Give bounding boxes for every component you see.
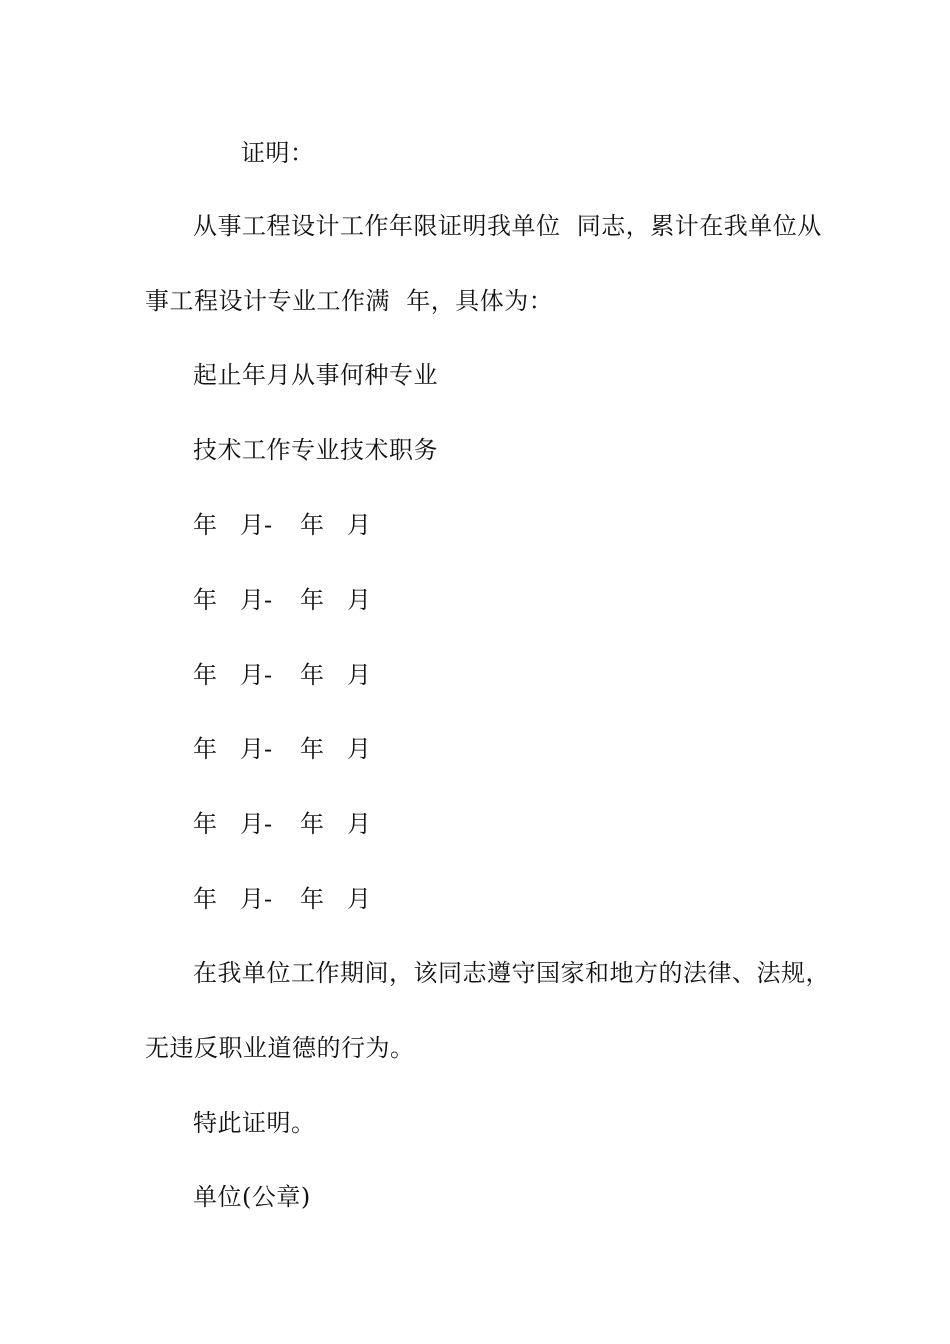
start-month-label: 月-: [240, 586, 273, 614]
end-month-label: 月: [347, 735, 371, 763]
start-year-label: 年: [193, 586, 217, 614]
end-year-label: 年: [300, 810, 324, 838]
end-month-label: 月: [347, 885, 371, 913]
end-month-label: 月: [347, 661, 371, 689]
end-year-label: 年: [300, 511, 324, 539]
paragraph-1-line-2: 事工程设计专业工作满 年，具体为：: [145, 287, 554, 315]
start-year-label: 年: [193, 511, 217, 539]
date-range-row: [0, 734, 950, 764]
start-year-label: 年: [193, 885, 217, 913]
table-header-line-1: 起止年月从事何种专业: [193, 361, 438, 389]
end-month-label: 月: [347, 810, 371, 838]
start-year-label: 年: [193, 735, 217, 763]
unit-seal-label: 单位(公章): [193, 1183, 311, 1211]
end-month-label: 月: [347, 511, 371, 539]
end-year-label: 年: [300, 586, 324, 614]
closing-statement: 特此证明。: [193, 1109, 316, 1137]
date-range-row: [0, 510, 950, 540]
start-year-label: 年: [193, 661, 217, 689]
date-range-row: [0, 660, 950, 690]
date-range-row: [0, 809, 950, 839]
document-title: 证明：: [241, 139, 315, 167]
date-range-row: [0, 884, 950, 914]
start-month-label: 月-: [240, 511, 273, 539]
start-year-label: 年: [193, 810, 217, 838]
end-year-label: 年: [300, 661, 324, 689]
end-year-label: 年: [300, 735, 324, 763]
start-month-label: 月-: [240, 885, 273, 913]
paragraph-1-line-1: 从事工程设计工作年限证明我单位 同志，累计在我单位从: [193, 212, 822, 240]
start-month-label: 月-: [240, 661, 273, 689]
date-range-row: [0, 585, 950, 615]
end-year-label: 年: [300, 885, 324, 913]
paragraph-2-line-1: 在我单位工作期间，该同志遵守国家和地方的法律、法规，: [193, 959, 830, 987]
start-month-label: 月-: [240, 810, 273, 838]
table-header-line-2: 技术工作专业技术职务: [193, 436, 438, 464]
end-month-label: 月: [347, 586, 371, 614]
start-month-label: 月-: [240, 735, 273, 763]
paragraph-2-line-2: 无违反职业道德的行为。: [145, 1034, 415, 1062]
